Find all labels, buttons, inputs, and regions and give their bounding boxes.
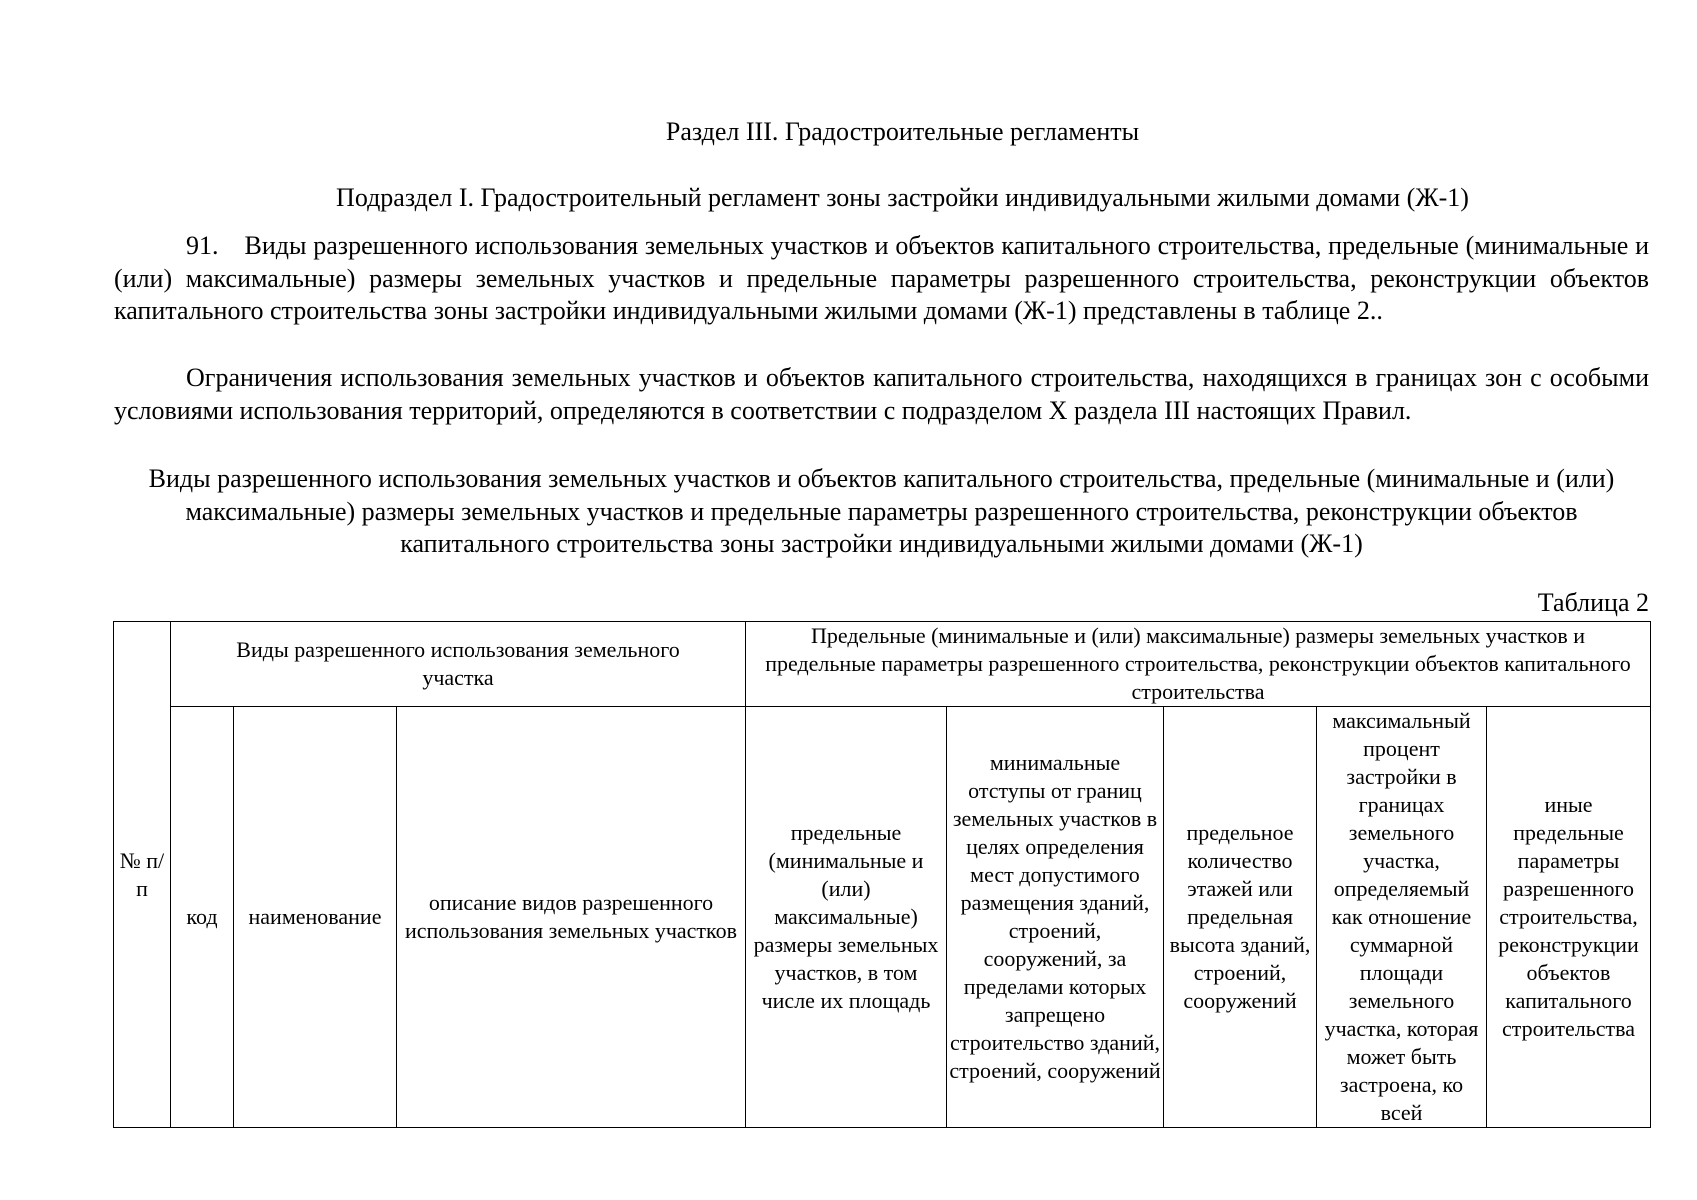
header-code: код [171, 707, 234, 1128]
header-plot-size: предельные (минимальные и (или) максимальные) размеры земельных участков, в том числе их площадь [746, 707, 947, 1128]
header-name: наименование [234, 707, 397, 1128]
header-other: иные предельные параметры разрешенного строительства, реконструкции объектов капитального строительства [1487, 707, 1651, 1128]
section-title: Раздел III. Градостроительные регламенты [665, 117, 1140, 146]
regulations-table [113, 621, 1651, 1128]
paragraph-restrictions: Ограничения использования земельных участков и объектов капитального строительства, находящихся в границах зон с особыми условиями использования территорий, определяются в соответствии с подразделом X раздела III настоящих Правил. [114, 363, 1649, 425]
header-coverage: максимальный процент застройки в границах земельного участка, определяемый как отношение суммарной площади земельного участка, которая может быть застроена, ко всей [1317, 707, 1487, 1128]
header-group-limits: Предельные (минимальные и (или) максимальные) размеры земельных участков и предельные параметры разрешенного строительства, реконструкции объектов капитального строительства [746, 622, 1651, 707]
table-header-row-2 [114, 707, 1651, 1128]
subsection-title: Подраздел I. Градостроительный регламент зоны застройки индивидуальными жилыми домами (Ж-1) [336, 183, 1469, 212]
table-caption: Виды разрешенного использования земельных участков и объектов капитального строительства, предельные (минимальные и (или) максимальные) размеры земельных участков и предельные параметры разрешенного строительства, реконструкции объектов капитального строительства зоны застройки индивидуальными жилыми домами (Ж-1) [148, 464, 1615, 558]
header-group-uses: Виды разрешенного использования земельного участка [171, 622, 746, 707]
table-label: Таблица 2 [1537, 588, 1649, 617]
paragraph-91: 91. Виды разрешенного использования земельных участков и объектов капитального строительства, предельные (минимальные и (или) максимальные) размеры земельных участков и предельные параметры разрешенного строительства, реконструкции объектов капитального строительства зоны застройки индивидуальными жилыми домами (Ж-1) представлены в таблице 2.. [114, 231, 1649, 325]
header-number: № п/п [114, 622, 171, 1128]
table-header-row-1 [114, 622, 1651, 707]
header-description: описание видов разрешенного использования земельных участков [397, 707, 746, 1128]
header-floors: предельное количество этажей или предельная высота зданий, строений, сооружений [1164, 707, 1317, 1128]
header-setbacks: минимальные отступы от границ земельных участков в целях определения мест допустимого размещения зданий, строений, сооружений, за пределами которых запрещено строительство зданий, строений, сооружений [947, 707, 1164, 1128]
